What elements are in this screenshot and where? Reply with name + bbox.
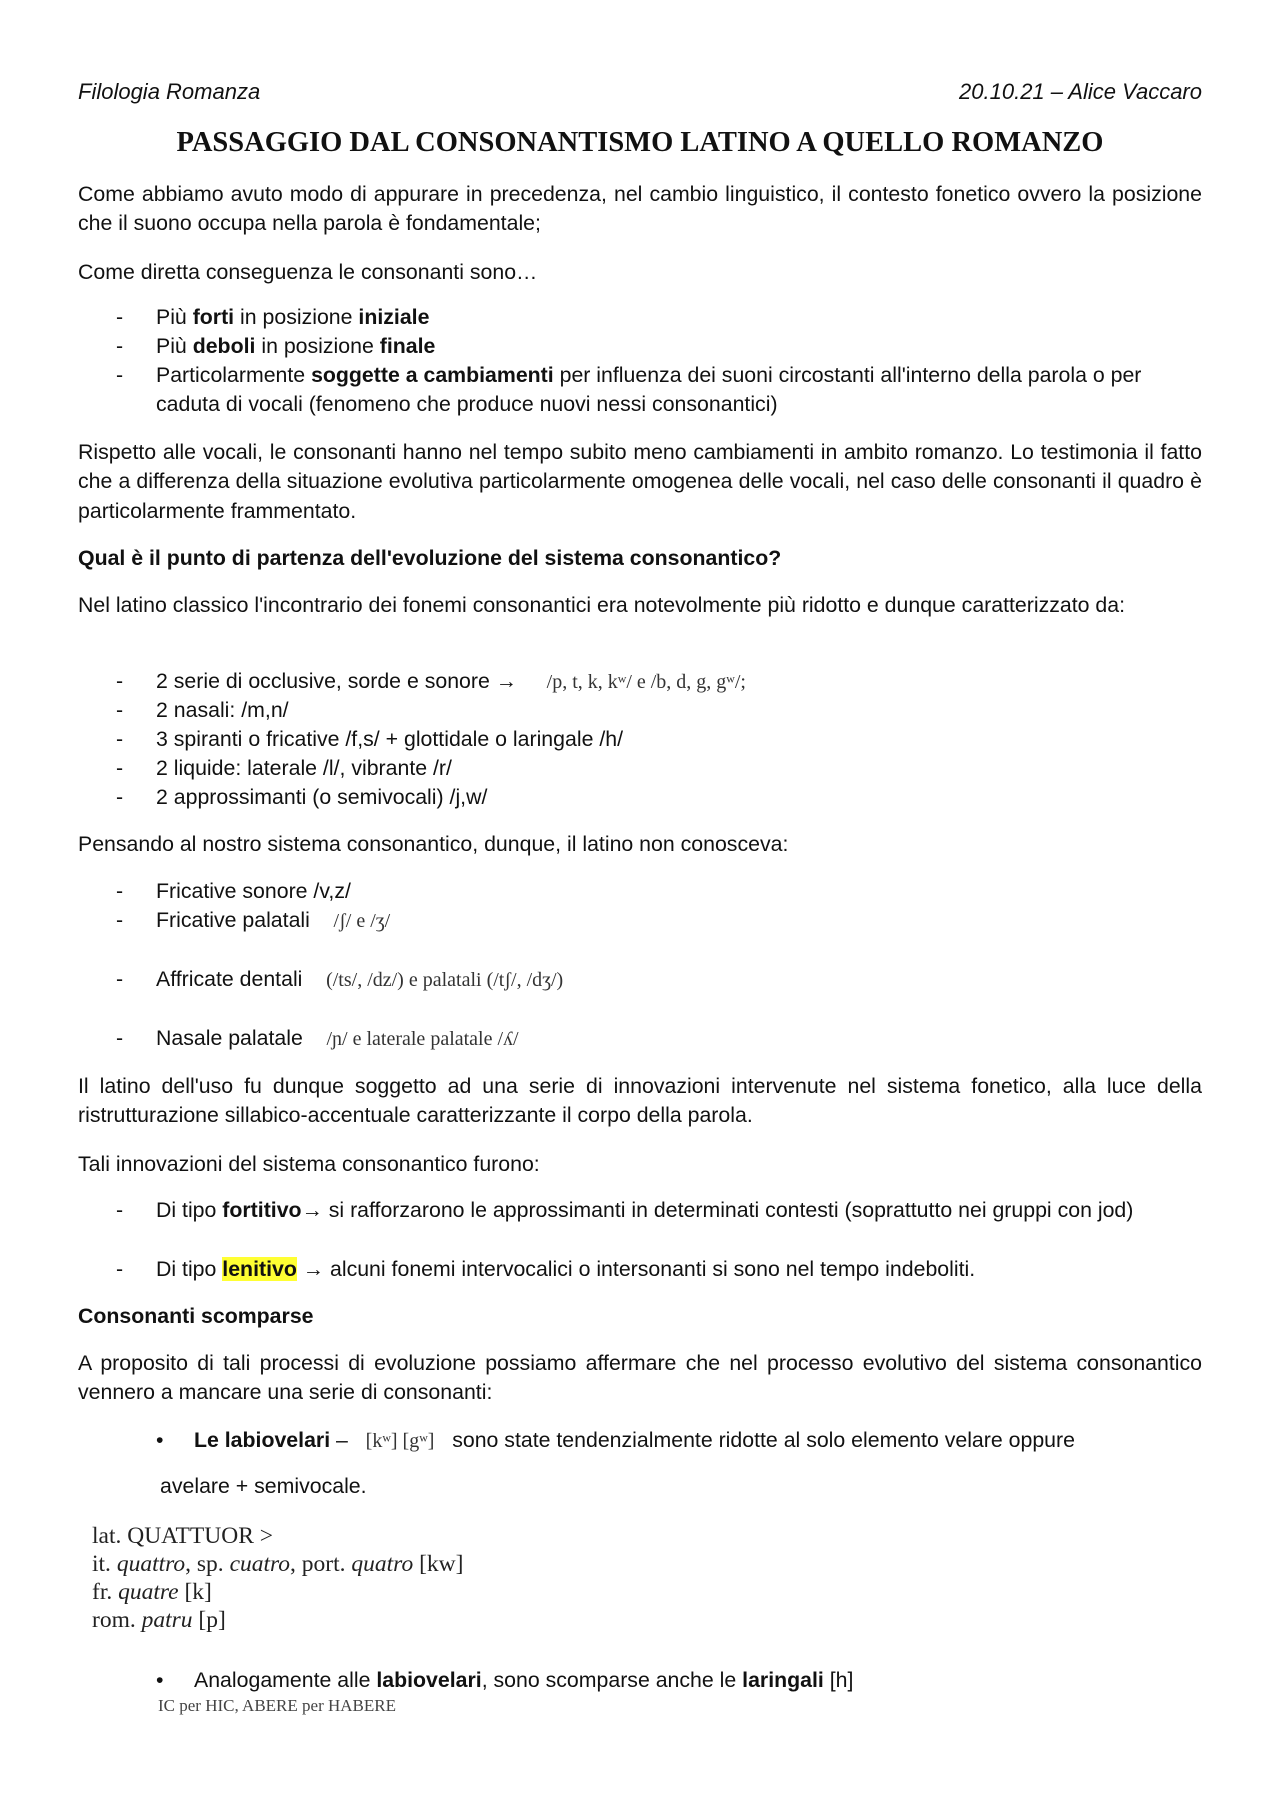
laringali-example: IC per HIC, ABERE per HABERE — [158, 1696, 396, 1715]
header-date-author: 20.10.21 – Alice Vaccaro — [959, 79, 1202, 104]
intro-paragraph: Come abbiamo avuto modo di appurare in precedenza, nel cambio linguistico, il contesto fonetico ovvero la posizione che il suono occupa nella parola è fondamentale; — [78, 182, 1202, 236]
document-page: Filologia Romanza 20.10.21 – Alice Vaccaro PASSAGGIO DAL CONSONANTISMO LATINO A QUELLO ROMANZO Come abbiamo avuto modo di appurare in precedenza, nel cambio linguistico, il contesto fonetico ovvero la posizione che il suono occupa nella parola è fondamentale; Come diretta conseguenza le consonanti sono… - Più forti in posizione iniziale - Più deboli in posizione finale - Particolarmente soggette a cambiamenti per influenza dei suoni circostanti all'interno della parola o per caduta di vocali (fenomeno che produce nuovi nessi consonantici) Rispetto alle vocali, le consonanti hanno nel tempo subito meno cambiamenti in ambito romanzo. Lo testimonia il fatto che a differenza della situazione evolutiva particolarmente omogenea delle vocali, nel caso delle consonanti il quadro è particolarmente frammentato. Qual è il punto di partenza dell'evoluzione del sistema consonantico? Nel latino classico l'incontrario dei fonemi consonantici era notevolmente più ridotto e dunque caratterizzato da: - 2 serie di occlusive, sorde e sonore → /p, t, k, kʷ/ e /b, d, g, gʷ/; - 2 nasali: /m,n/ - 3 spiranti o fricative /f,s/ + glottidale o laringale /h/ - 2 liquide: laterale /l/, vibrante /r/ - 2 approssimanti (o semivocali) /j,w/ Pensando al nostro sistema consonantico, dunque, il latino non conosceva: - Fricative sonore /v,z/ - Fricative palatali /ʃ/ e /ʒ/ - Affricate dentali (/ts/, /dz/) e palatali (/tʃ/, /dʒ/) - Nasale palatale /ɲ/ e laterale palatale /ʎ/ Il latino dell'uso fu dunque soggetto ad una serie di innovazioni intervenute nel sistema fonetico, alla luce della ristrutturazione sillabico-accentuale caratterizzante il corpo della parola. Tali innovazioni del sistema consonantico furono: - Di tipo fortitivo→ si rafforzarono le approssimanti in determinati contesti (soprattutto nei gruppi con jod) - Di tipo lenitivo → alcuni fonemi intervocalici o intersonanti si sono nel tempo indeboliti. Consonanti scomparse A proposito di tali processi di evoluzione possiamo affermare che nel processo evolutivo del sistema consonantico vennero a mancare una serie di consonanti: • Le labiovelari – [kʷ] [gʷ] sono state tendenzialmente ridotte al solo elemento velare oppure avelare + semivocale. lat. QUATTUOR > it. quattro, sp. cuatro, port. quatro [kw] fr. quatre [k] rom. patru [p] • Analogamente alle labiovelari, sono scomparse anche le laringali [h] IC per HIC, ABERE per HABERE — [78, 79, 1202, 1715]
ipa-occlusive: /p, t, k, kʷ/ e /b, d, g, gʷ/; — [546, 671, 746, 693]
vowels-comparison-paragraph: Rispetto alle vocali, le consonanti hanno nel tempo subito meno cambiamenti in ambito romanzo. Lo testimonia il fatto che a differenza della situazione evolutiva particolarmente omogenea delle vocali, nel caso delle consonanti il quadro è particolarmente frammentato. — [78, 440, 1202, 523]
intro-lead-in: Come diretta conseguenza le consonanti sono… — [78, 260, 538, 284]
section-question: Qual è il punto di partenza dell'evoluzione del sistema consonantico? — [78, 546, 782, 570]
page-title: PASSAGGIO DAL CONSONANTISMO LATINO A QUELLO ROMANZO — [176, 127, 1104, 158]
example-quattuor: lat. QUATTUOR > it. quattro, sp. cuatro, port. quatro [kw] fr. quatre [k] rom. patru [p] — [92, 1523, 464, 1633]
innovations-lead-in: Tali innovazioni del sistema consonantico furono: — [78, 1152, 540, 1176]
ipa-labiovelari: [kʷ] [gʷ] — [365, 1430, 435, 1452]
proposito-paragraph: A proposito di tali processi di evoluzione possiamo affermare che nel processo evolutivo del sistema consonantico vennero a mancare una serie di consonanti: — [78, 1351, 1202, 1405]
our-system-paragraph: Pensando al nostro sistema consonantico, dunque, il latino non conosceva: — [78, 832, 789, 856]
bullet-continuation: avelare + semivocale. — [160, 1474, 367, 1498]
ipa-nasale-palatale: /ɲ/ e laterale palatale /ʎ/ — [326, 1028, 519, 1050]
header-course: Filologia Romanza — [78, 79, 261, 104]
classic-latin-paragraph: Nel latino classico l'incontrario dei fonemi consonantici era notevolmente più ridotto e dunque caratterizzato da: — [78, 593, 1126, 617]
ipa-fricative-palatali: /ʃ/ e /ʒ/ — [333, 910, 391, 932]
section-heading: Consonanti scomparse — [78, 1304, 314, 1328]
latin-use-paragraph: Il latino dell'uso fu dunque soggetto ad una serie di innovazioni intervenute nel sistema fonetico, alla luce della ristrutturazione sillabico-accentuale caratterizzante il corpo della parola. — [78, 1074, 1202, 1128]
highlighted-term: lenitivo — [222, 1257, 297, 1281]
ipa-affricate: (/ts/, /dz/) e palatali (/tʃ/, /dʒ/) — [326, 969, 564, 991]
